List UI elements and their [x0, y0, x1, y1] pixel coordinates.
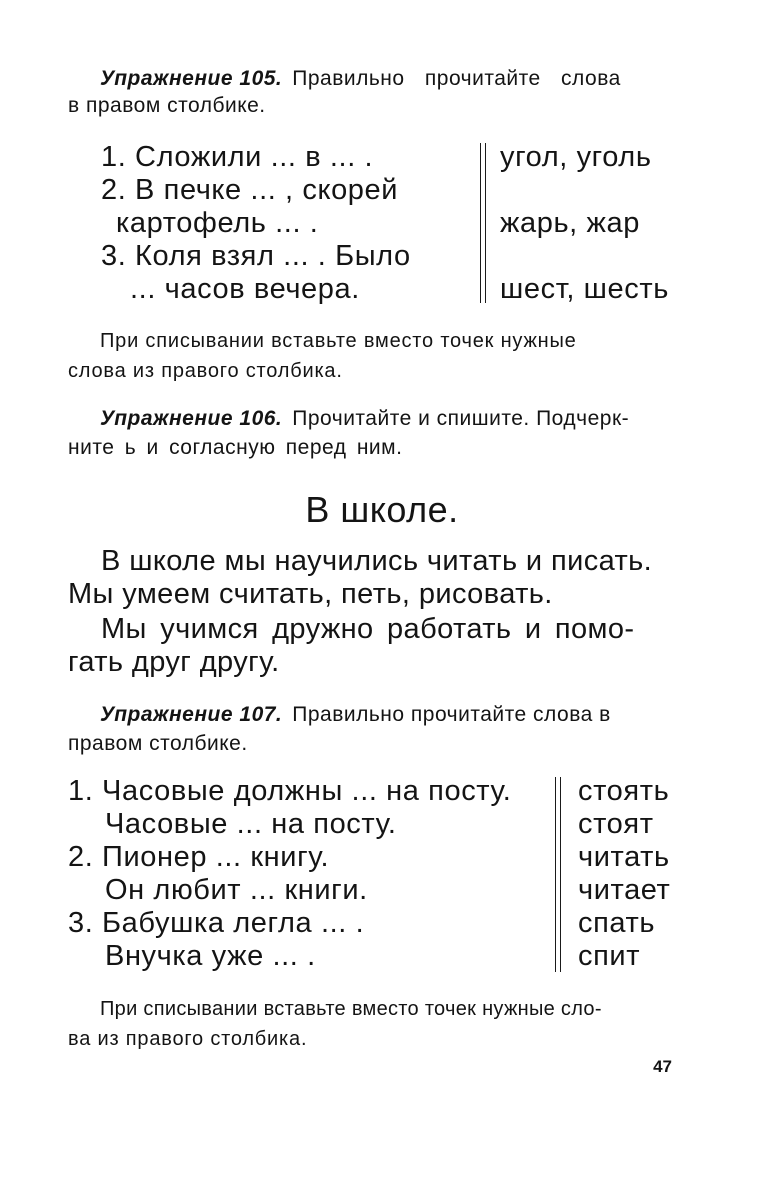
exercise-106-intro-line2: ните ь и согласную перед ним. — [68, 436, 403, 459]
ex107-right-row-5: спать — [578, 907, 656, 939]
exercise-105-title: Упражнение 105. — [100, 67, 283, 90]
story-line-2: Мы умеем считать, петь, рисовать. — [68, 578, 553, 610]
exercise-105-intro-line1: Правильно прочитайте слова — [292, 67, 621, 90]
ex107-left-row-3: 2. Пионер ... книгу. — [68, 841, 330, 873]
ex107-note-line1: При списывании вставьте вместо точек нужные сло- — [100, 998, 602, 1020]
story-line-3: Мы учимся дружно работать и помо- — [101, 613, 635, 645]
ex107-left-row-5: 3. Бабушка легла ... . — [68, 907, 365, 939]
ex107-divider-line — [555, 777, 556, 972]
ex107-note-line2: ва из правого столбика. — [68, 1028, 308, 1050]
ex105-left-row-4: 3. Коля взял ... . Было — [101, 240, 411, 272]
story-line-1: В школе мы научились читать и писать. — [101, 545, 653, 577]
story-line-4: гать друг другу. — [68, 646, 280, 678]
ex105-left-row-1: 1. Сложили ... в ... . — [101, 141, 374, 173]
ex107-right-row-1: стоять — [578, 775, 670, 807]
ex105-right-row-2: жарь, жар — [500, 207, 640, 239]
ex107-right-row-3: читать — [578, 841, 670, 873]
ex105-divider-line — [480, 143, 481, 303]
ex107-right-row-2: стоят — [578, 808, 654, 840]
exercise-105-note — [68, 326, 688, 386]
ex105-right-row-1: угол, уголь — [500, 141, 652, 173]
ex107-left-row-1: 1. Часовые должны ... на посту. — [68, 775, 512, 807]
exercise-106-intro-line1: Прочитайте и спишите. Подчерк- — [292, 407, 630, 430]
ex107-right-row-4: читает — [578, 874, 671, 906]
page-number: 47 — [653, 1057, 672, 1076]
exercise-107-title: Упражнение 107. — [100, 703, 283, 726]
exercise-106-intro — [68, 404, 688, 463]
story-title: В школе. — [305, 489, 459, 530]
ex105-left-row-5: ... часов вечера. — [130, 273, 360, 305]
ex107-left-row-6: Внучка уже ... . — [105, 940, 316, 972]
ex107-left-row-2: Часовые ... на посту. — [105, 808, 397, 840]
exercise-106-title: Упражнение 106. — [100, 407, 283, 430]
exercise-107-note — [68, 994, 708, 1054]
exercise-107-intro-line2: правом столбике. — [68, 732, 248, 755]
exercise-107-intro — [68, 700, 688, 759]
exercise-105-intro — [68, 64, 678, 121]
exercise-105-intro-line2: в правом столбике. — [68, 94, 266, 117]
ex107-right-row-6: спит — [578, 940, 641, 972]
ex105-left-row-3: картофель ... . — [116, 207, 319, 239]
ex107-divider-line-2 — [560, 777, 561, 972]
ex105-note-line1: При списывании вставьте вместо точек нужные — [100, 330, 577, 352]
ex105-divider-line-2 — [485, 143, 486, 303]
ex107-left-row-4: Он любит ... книги. — [105, 874, 368, 906]
ex105-note-line2: слова из правого столбика. — [68, 360, 343, 382]
exercise-107-intro-line1: Правильно прочитайте слова в — [292, 703, 611, 726]
ex105-left-row-2: 2. В печке ... , скорей — [101, 174, 399, 206]
ex105-right-row-3: шест, шесть — [500, 273, 669, 305]
